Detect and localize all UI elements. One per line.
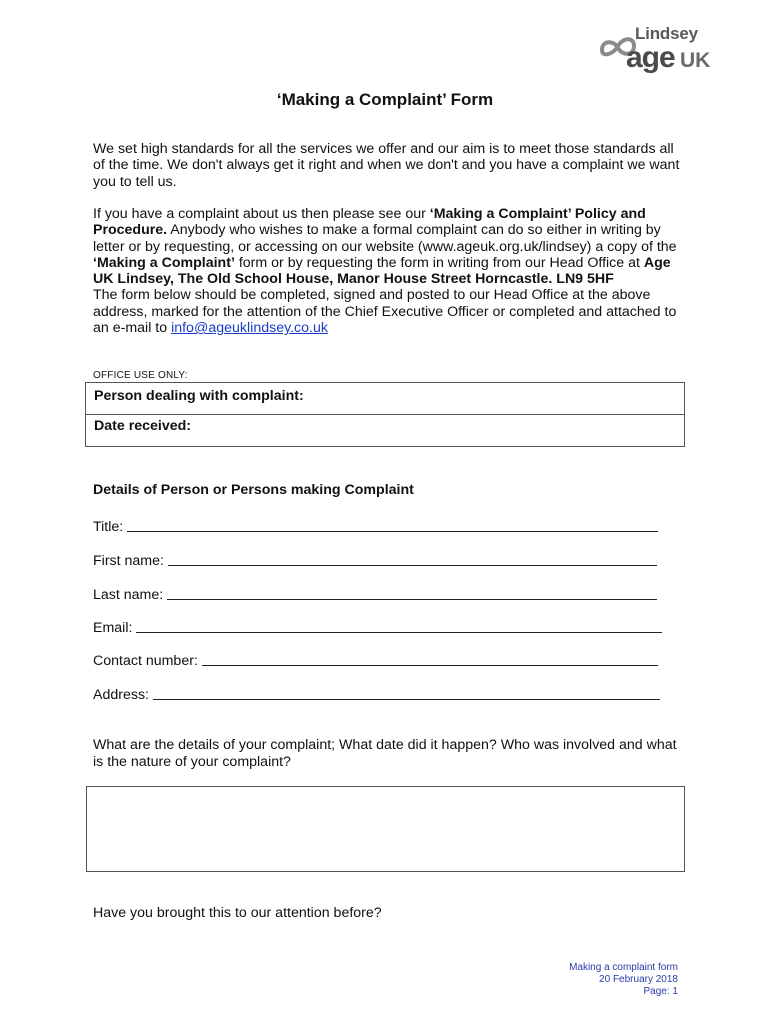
policy-text-3: form or by requesting the form in writing from our Head Office at	[234, 254, 644, 271]
policy-paragraph	[93, 206, 683, 336]
age-uk-lindsey-logo	[598, 24, 716, 76]
contact-number-label: Contact number:	[93, 653, 198, 669]
email-label: Email:	[93, 620, 133, 636]
form-name-bold: ‘Making a Complaint’	[93, 254, 235, 271]
first-name-field[interactable]	[93, 553, 657, 569]
policy-text-1: If you have a complaint about us then please see our	[93, 206, 430, 222]
title-input-line[interactable]	[127, 530, 658, 532]
title-field[interactable]	[93, 519, 658, 535]
page-title: ‘Making a Complaint’ Form	[276, 90, 494, 109]
office-use-table	[85, 382, 685, 447]
contact-number-input-line[interactable]	[202, 664, 658, 666]
person-dealing-label: Person dealing with complaint:	[94, 388, 304, 404]
policy-title-bold: ‘Making a Complaint’ Policy and Procedure.	[93, 206, 646, 239]
email-input-line[interactable]	[136, 631, 662, 633]
page-footer	[569, 962, 678, 998]
date-received-label: Date received:	[94, 418, 191, 434]
logo-uk-text: UK	[680, 49, 711, 72]
title-label: Title:	[93, 519, 124, 535]
logo-lindsey-text: Lindsey	[635, 24, 698, 43]
footer-form-name: Making a complaint form	[569, 962, 678, 973]
address-label: Address:	[93, 687, 149, 703]
office-use-label: OFFICE USE ONLY:	[93, 370, 188, 381]
last-name-field[interactable]	[93, 587, 657, 603]
logo-age-text: age	[626, 41, 675, 74]
contact-number-field[interactable]	[93, 653, 658, 669]
intro-paragraph: We set high standards for all the services we offer and our aim is to meet those standards all of the time. We don't always get it right and when we don't and you have a complaint we want you to tell us.	[93, 141, 680, 190]
first-name-input-line[interactable]	[168, 564, 657, 566]
last-name-label: Last name:	[93, 587, 164, 603]
last-name-input-line[interactable]	[167, 598, 657, 600]
footer-page: Page: 1	[643, 986, 678, 997]
head-office-address: Age UK Lindsey, The Old School House, Manor House Street Horncastle. LN9 5HF	[93, 254, 671, 288]
email-field[interactable]	[93, 620, 662, 636]
policy-text-2: Anybody who wishes to make a formal complaint can do so either in writing by letter or by requesting, or accessing on our website (www.ageuk.org.uk/lindsey) a copy of the	[93, 222, 677, 255]
footer-date: 20 February 2018	[599, 974, 678, 985]
complaint-details-question: What are the details of your complaint; What date did it happen? Who was involved and what is the nature of your complaint?	[93, 737, 677, 770]
first-name-label: First name:	[93, 553, 164, 569]
policy-text-4: The form below should be completed, signed and posted to our Head Office at the above address, marked for the attention of the Chief Executive Officer or completed and attached to an e-mail to	[93, 287, 677, 337]
office-row-person	[86, 383, 684, 415]
email-link[interactable]: info@ageuklindsey.co.uk	[171, 320, 328, 337]
details-heading: Details of Person or Persons making Complaint	[93, 482, 414, 498]
address-input-line[interactable]	[153, 698, 660, 700]
complaint-details-box[interactable]	[86, 786, 685, 872]
brought-before-question: Have you brought this to our attention before?	[93, 905, 382, 921]
address-field[interactable]	[93, 687, 660, 703]
